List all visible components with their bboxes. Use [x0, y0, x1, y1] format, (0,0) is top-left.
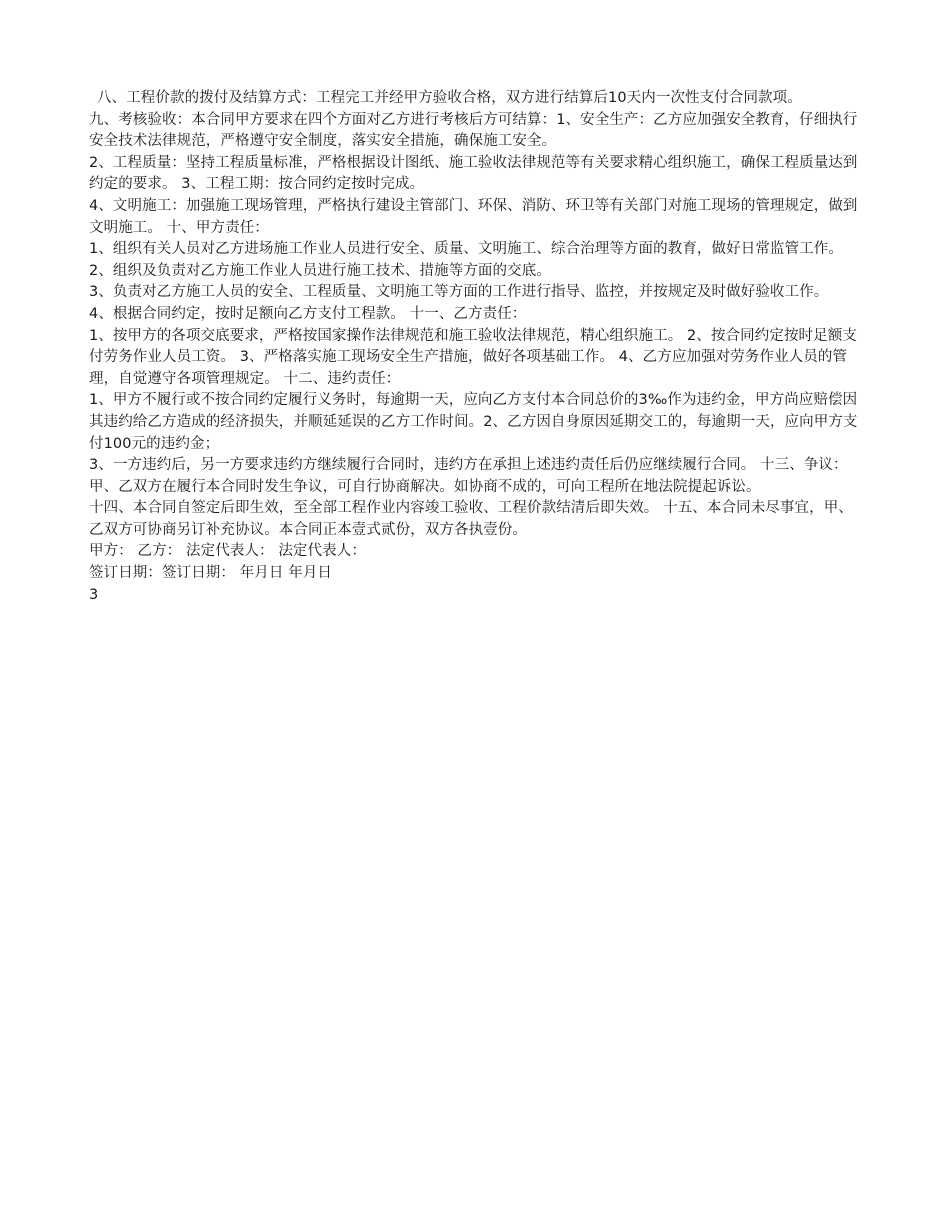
clause-12-breach-1: 1、甲方不履行或不按合同约定履行义务时，每逾期一天，应向乙方支付本合同总价的3‰作为违约金，甲方尚应赔偿因其违约给乙方造成的经济损失，并顺延延误的乙方工作时间。2、乙方因自身原因延期交工的，每逾期一天，应向甲方支付100元的违约金； — [89, 392, 858, 452]
clause-10-item-1: 1、组织有关人员对乙方进场施工作业人员进行安全、质量、文明施工、综合治理等方面的教育，做好日常监管工作。 — [89, 241, 843, 258]
contract-body — [89, 88, 864, 606]
clause-8-payment: 八、工程价款的拨付及结算方式：工程完工并经甲方验收合格，双方进行结算后10天内一次性支付合同款项。 — [97, 90, 802, 106]
clause-12-breach-3: 3、一方违约后，另一方要求违约方继续履行合同时，违约方在承担上述违约责任后仍应继续履行合同。 十三、争议： — [89, 457, 848, 474]
clause-14-15-effect: 十四、本合同自签定后即生效，至全部工程作业内容竣工验收、工程价款结清后即失效。 十五、本合同未尽事宜，甲、乙双方可协商另订补充协议。本合同正本壹式贰份，双方各执壹份。 — [89, 500, 853, 538]
signature-dates: 签订日期：签订日期： 年月日 年月日 — [89, 565, 333, 582]
clause-10-item-3: 3、负责对乙方施工人员的安全、工程质量、文明施工等方面的工作进行指导、监控，并按规定及时做好验收工作。 — [89, 284, 829, 301]
signature-parties: 甲方： 乙方： 法定代表人： 法定代表人： — [89, 543, 366, 560]
clause-9-acceptance: 九、考核验收：本合同甲方要求在四个方面对乙方进行考核后方可结算：1、安全生产：乙方应加强安全教育，仔细执行安全技术法律规范，严格遵守安全制度，落实安全措施，确保施工安全。 — [89, 111, 858, 150]
clause-9-quality-schedule: 2、工程质量：坚持工程质量标准，严格根据设计图纸、施工验收法律规范等有关要求精心组织施工，确保工程质量达到约定的要求。 3、工程工期：按合同约定按时完成。 — [89, 154, 858, 193]
clause-10-item-2: 2、组织及负责对乙方施工作业人员进行施工技术、措施等方面的交底。 — [89, 262, 551, 279]
clause-10-item-4: 4、根据合同约定，按时足额向乙方支付工程款。 十一、乙方责任： — [89, 305, 527, 322]
page-number: 3 — [89, 586, 99, 603]
clause-13-dispute: 甲、乙双方在履行本合同时发生争议，可自行协商解决。如协商不成的，可向工程所在地法院提起诉讼。 — [89, 478, 761, 495]
clause-11-responsibilities: 1、按甲方的各项交底要求，严格按国家操作法律规范和施工验收法律规范，精心组织施工。 2、按合同约定按时足额支付劳务作业人员工资。 3、严格落实施工现场安全生产措施，做好各项基础工作。 4、乙方应加强对劳务作业人员的管理，自觉遵守各项管理规定。 十二、违约责任： — [89, 327, 857, 387]
clause-9-civilized-construction: 4、文明施工：加强施工现场管理，严格执行建设主管部门、环保、消防、环卫等有关部门对施工现场的管理规定，做到文明施工。 十、甲方责任： — [89, 197, 858, 236]
